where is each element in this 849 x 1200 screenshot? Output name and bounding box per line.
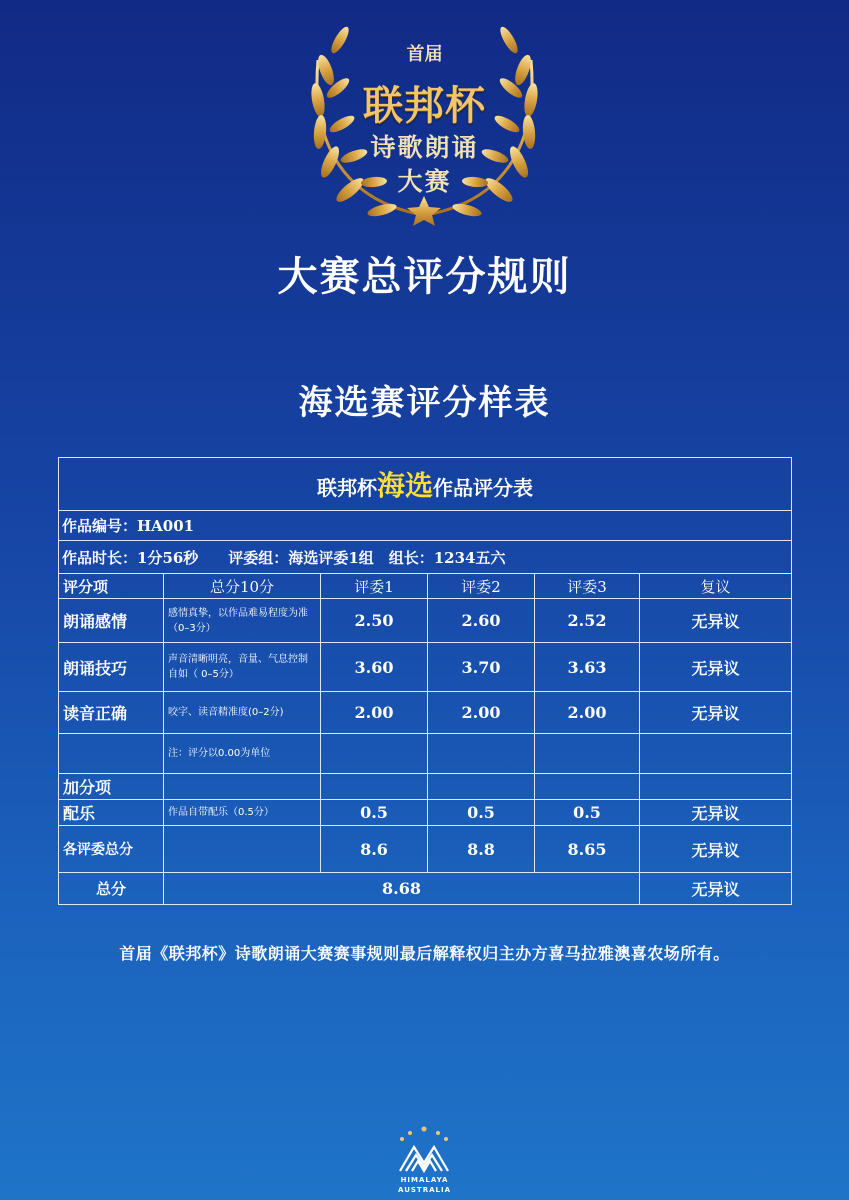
emblem-line-2: 联邦杯 [363, 82, 486, 129]
criterion-description: 声音清晰明亮，音量、气息控制自如（ 0–5分） [164, 643, 321, 692]
table-row [59, 541, 792, 574]
judge-score: 2.50 [321, 599, 428, 643]
table-title-pre: 联邦杯 [317, 476, 377, 500]
duration-judges-line: 作品时长：1分56秒 评委组：海选评委1组 组长：1234五六 [59, 541, 792, 574]
table-row [59, 734, 792, 774]
judge-total: 8.65 [535, 826, 640, 873]
review-status: 无异议 [640, 800, 792, 826]
emblem-line-3: 诗歌朗诵 [370, 133, 479, 162]
logo-text-2: AUSTRALIA [398, 1186, 451, 1194]
table-row [59, 800, 792, 826]
review-status: 无异议 [640, 692, 792, 734]
table-row [59, 774, 792, 800]
section-title: 海选赛评分样表 [298, 383, 551, 423]
judge-score: 2.00 [535, 692, 640, 734]
bonus-label: 加分项 [59, 774, 164, 800]
criterion-description: 咬字、读音精准度(0–2分) [164, 692, 321, 734]
judge-score: 2.00 [428, 692, 535, 734]
column-header: 评委2 [428, 574, 535, 599]
judge-score: 3.60 [321, 643, 428, 692]
judge-score: 2.52 [535, 599, 640, 643]
footer-note: 首届《联邦杯》诗歌朗诵大赛赛事规则最后解释权归主办方喜马拉雅澳喜农场所有。 [119, 944, 730, 963]
table-row [59, 826, 792, 873]
column-header: 评分项 [59, 574, 164, 599]
grand-total-label: 总分 [59, 873, 164, 905]
work-number: 作品编号：HA001 [59, 511, 792, 541]
scoring-note: 注：评分以0.00为单位 [164, 734, 321, 774]
column-header: 总分10分 [164, 574, 321, 599]
table-row [59, 599, 792, 643]
judge-score: 3.70 [428, 643, 535, 692]
judge-score: 0.5 [321, 800, 428, 826]
judge-total: 8.8 [428, 826, 535, 873]
criterion-name: 配乐 [59, 800, 164, 826]
contest-emblem [0, 0, 849, 240]
star-icon [407, 196, 441, 226]
judge-score: 2.00 [321, 692, 428, 734]
column-header: 复议 [640, 574, 792, 599]
column-header: 评委3 [535, 574, 640, 599]
criterion-description: 作品自带配乐（0.5分） [164, 800, 321, 826]
grand-total-value: 8.68 [164, 873, 640, 905]
table-row [59, 643, 792, 692]
table-title-row [59, 458, 792, 511]
criterion-name: 读音正确 [59, 692, 164, 734]
table-row [59, 692, 792, 734]
judge-total: 8.6 [321, 826, 428, 873]
score-table [58, 457, 792, 905]
judge-score: 0.5 [535, 800, 640, 826]
judge-score: 0.5 [428, 800, 535, 826]
criterion-name: 朗诵技巧 [59, 643, 164, 692]
review-status: 无异议 [640, 826, 792, 873]
emblem-line-1: 首届 [406, 44, 443, 65]
emblem-line-4: 大赛 [397, 167, 452, 196]
judge-score: 3.63 [535, 643, 640, 692]
column-header: 评委1 [321, 574, 428, 599]
judge-score: 2.60 [428, 599, 535, 643]
table-header-row [59, 574, 792, 599]
table-title-post: 作品评分表 [433, 476, 534, 500]
table-row [59, 511, 792, 541]
review-status: 无异议 [640, 873, 792, 905]
table-title-highlight: 海选 [377, 469, 434, 502]
review-status: 无异议 [640, 643, 792, 692]
judge-totals-label: 各评委总分 [59, 826, 164, 873]
logo-text-1: HIMALAYA [400, 1176, 449, 1184]
criterion-name: 朗诵感情 [59, 599, 164, 643]
table-title [59, 458, 792, 511]
page-title: 大赛总评分规则 [277, 254, 572, 300]
criterion-description: 感情真挚，以作品难易程度为准（0–3分） [164, 599, 321, 643]
table-row [59, 873, 792, 905]
review-status: 无异议 [640, 599, 792, 643]
